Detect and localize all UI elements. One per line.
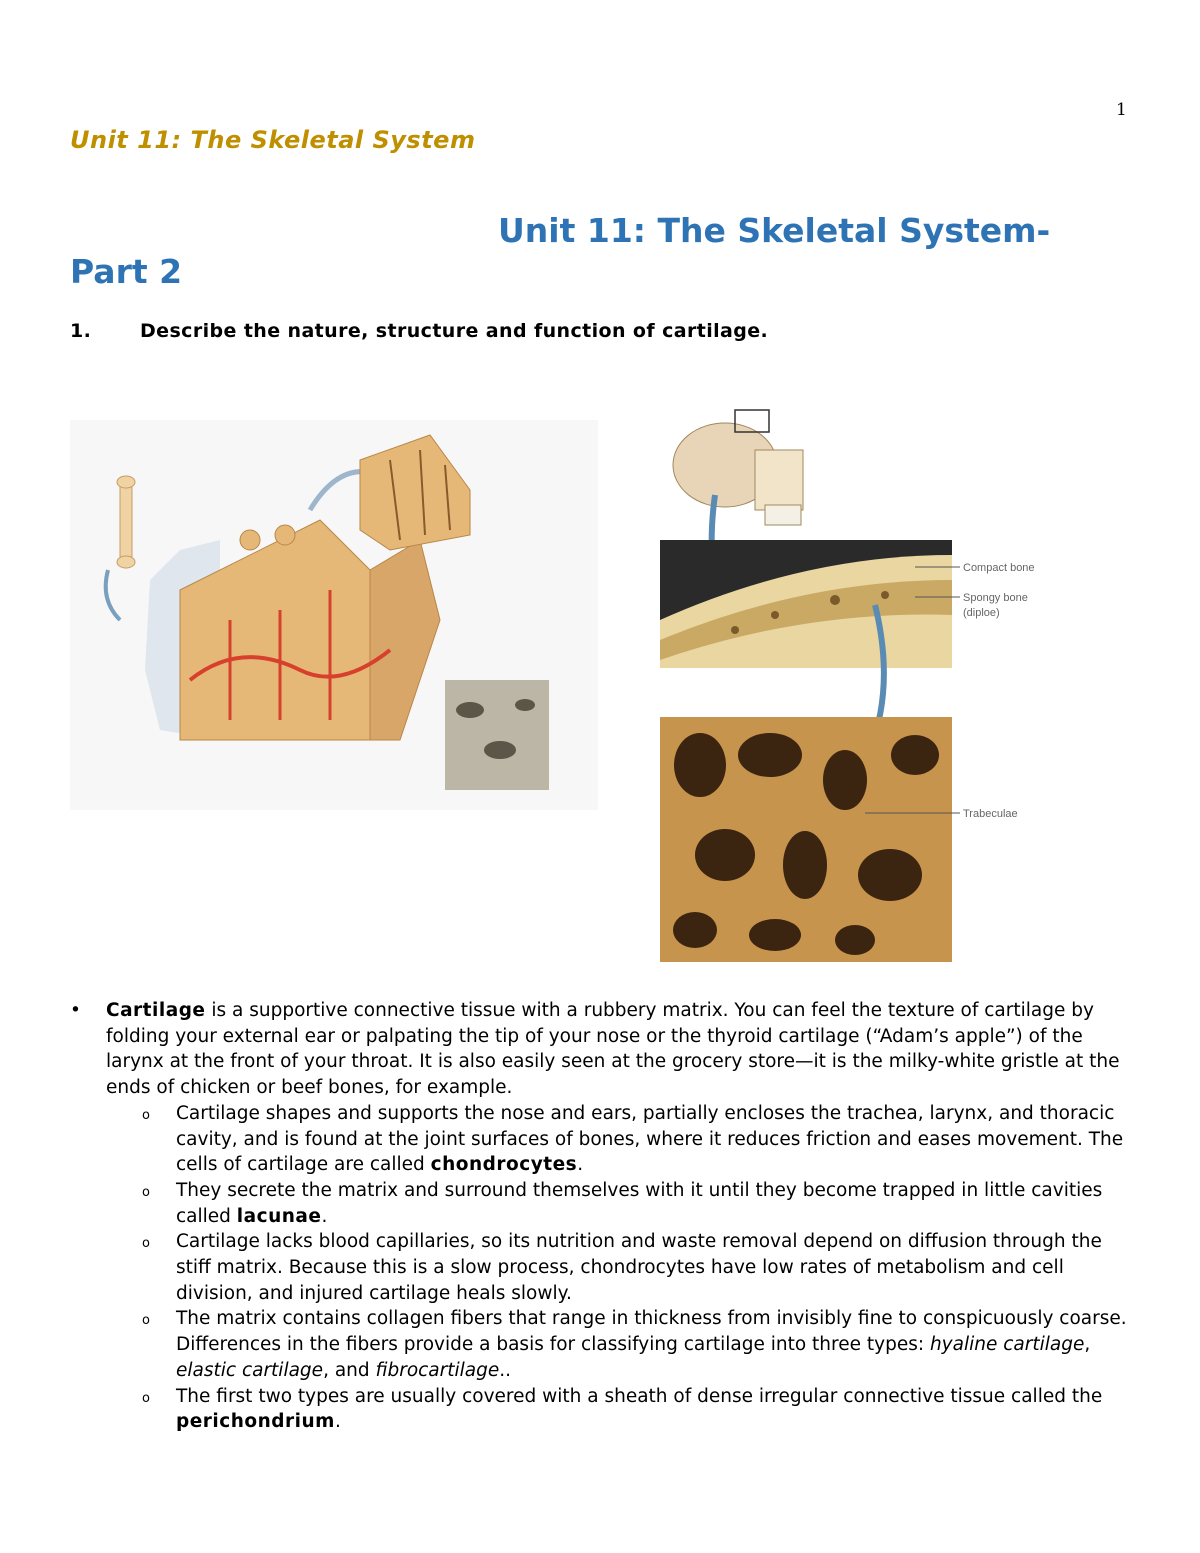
bullet-text: is a supportive connective tissue with a rubbery matrix. You can feel the texture of cartilage by folding your external ear or palpating the tip of your nose or the thyroid cartilage (“Adam’s apple”) of the larynx at the front of your throat. It is also easily seen at the grocery store—it is the milky-white gristle at the ends of chicken or beef bones, for example. [106,1000,1120,1099]
skull-bone-figure [655,405,1075,965]
femur-icon [120,482,132,562]
sub-bullet-marker: o [142,1184,150,1200]
list-item: o They secrete the matrix and surround themselves with it until they become trapped in little cavities called lacunae. [142,1179,1103,1227]
cartilage-notes [70,998,1140,1435]
question-number: 1. [70,320,92,342]
spongy-bone-label: Spongy bone [963,592,1028,604]
micrograph-image [445,680,549,790]
term-perichondrium: perichondrium [176,1411,335,1433]
term-chondrocytes: chondrocytes [430,1154,578,1176]
list-item: o The first two types are usually covered with a sheath of dense irregular connective tissue called the perichondrium. [142,1385,1103,1433]
question-heading [70,320,768,342]
term-fibrocartilage: fibrocartilage [375,1359,500,1381]
list-item: o The matrix contains collagen fibers that range in thickness from invisibly fine to conspicuously coarse. Differences in the fibers provide a basis for classifying cartilage into three types: hyaline cartilage, elastic cartilage, and fibrocartilage.. [142,1308,1127,1381]
question-text: Describe the nature, structure and function of cartilage. [140,320,769,342]
list-item: o Cartilage shapes and supports the nose and ears, partially encloses the trachea, larynx, and thoracic cavity, and is found at the joint surfaces of bones, where it reduces friction and eases movement. The cells of cartilage are called chondrocytes. [142,1102,1124,1176]
compact-bone-label: Compact bone [963,562,1035,574]
bullet-marker: • [70,1000,81,1021]
term-cartilage: Cartilage [106,1000,206,1021]
diploe-label: (diploe) [963,607,1000,619]
sub-bullet-marker: o [142,1313,150,1329]
main-title: Unit 11: The Skeletal System- Part 2 [70,211,1051,291]
trabeculae-label: Trabeculae [963,808,1018,820]
sub-bullet-marker: o [142,1107,150,1123]
term-elastic: elastic cartilage [176,1359,324,1381]
list-item: o Cartilage lacks blood capillaries, so its nutrition and waste removal depend on diffusion through the stiff matrix. Because this is a slow process, chondrocytes have low rates of metabolism and cell division, and injured cartilage heals slowly. [142,1231,1102,1304]
bone-structure-figure [70,420,598,810]
sub-bullet-marker: o [142,1236,150,1252]
sub-bullet-marker: o [142,1390,150,1406]
term-lacunae: lacunae [236,1205,322,1227]
header-title: Unit 11: The Skeletal System [70,126,476,154]
term-hyaline: hyaline cartilage [929,1334,1085,1356]
page-number: 1 [1116,100,1127,120]
list-item [70,998,1140,1101]
